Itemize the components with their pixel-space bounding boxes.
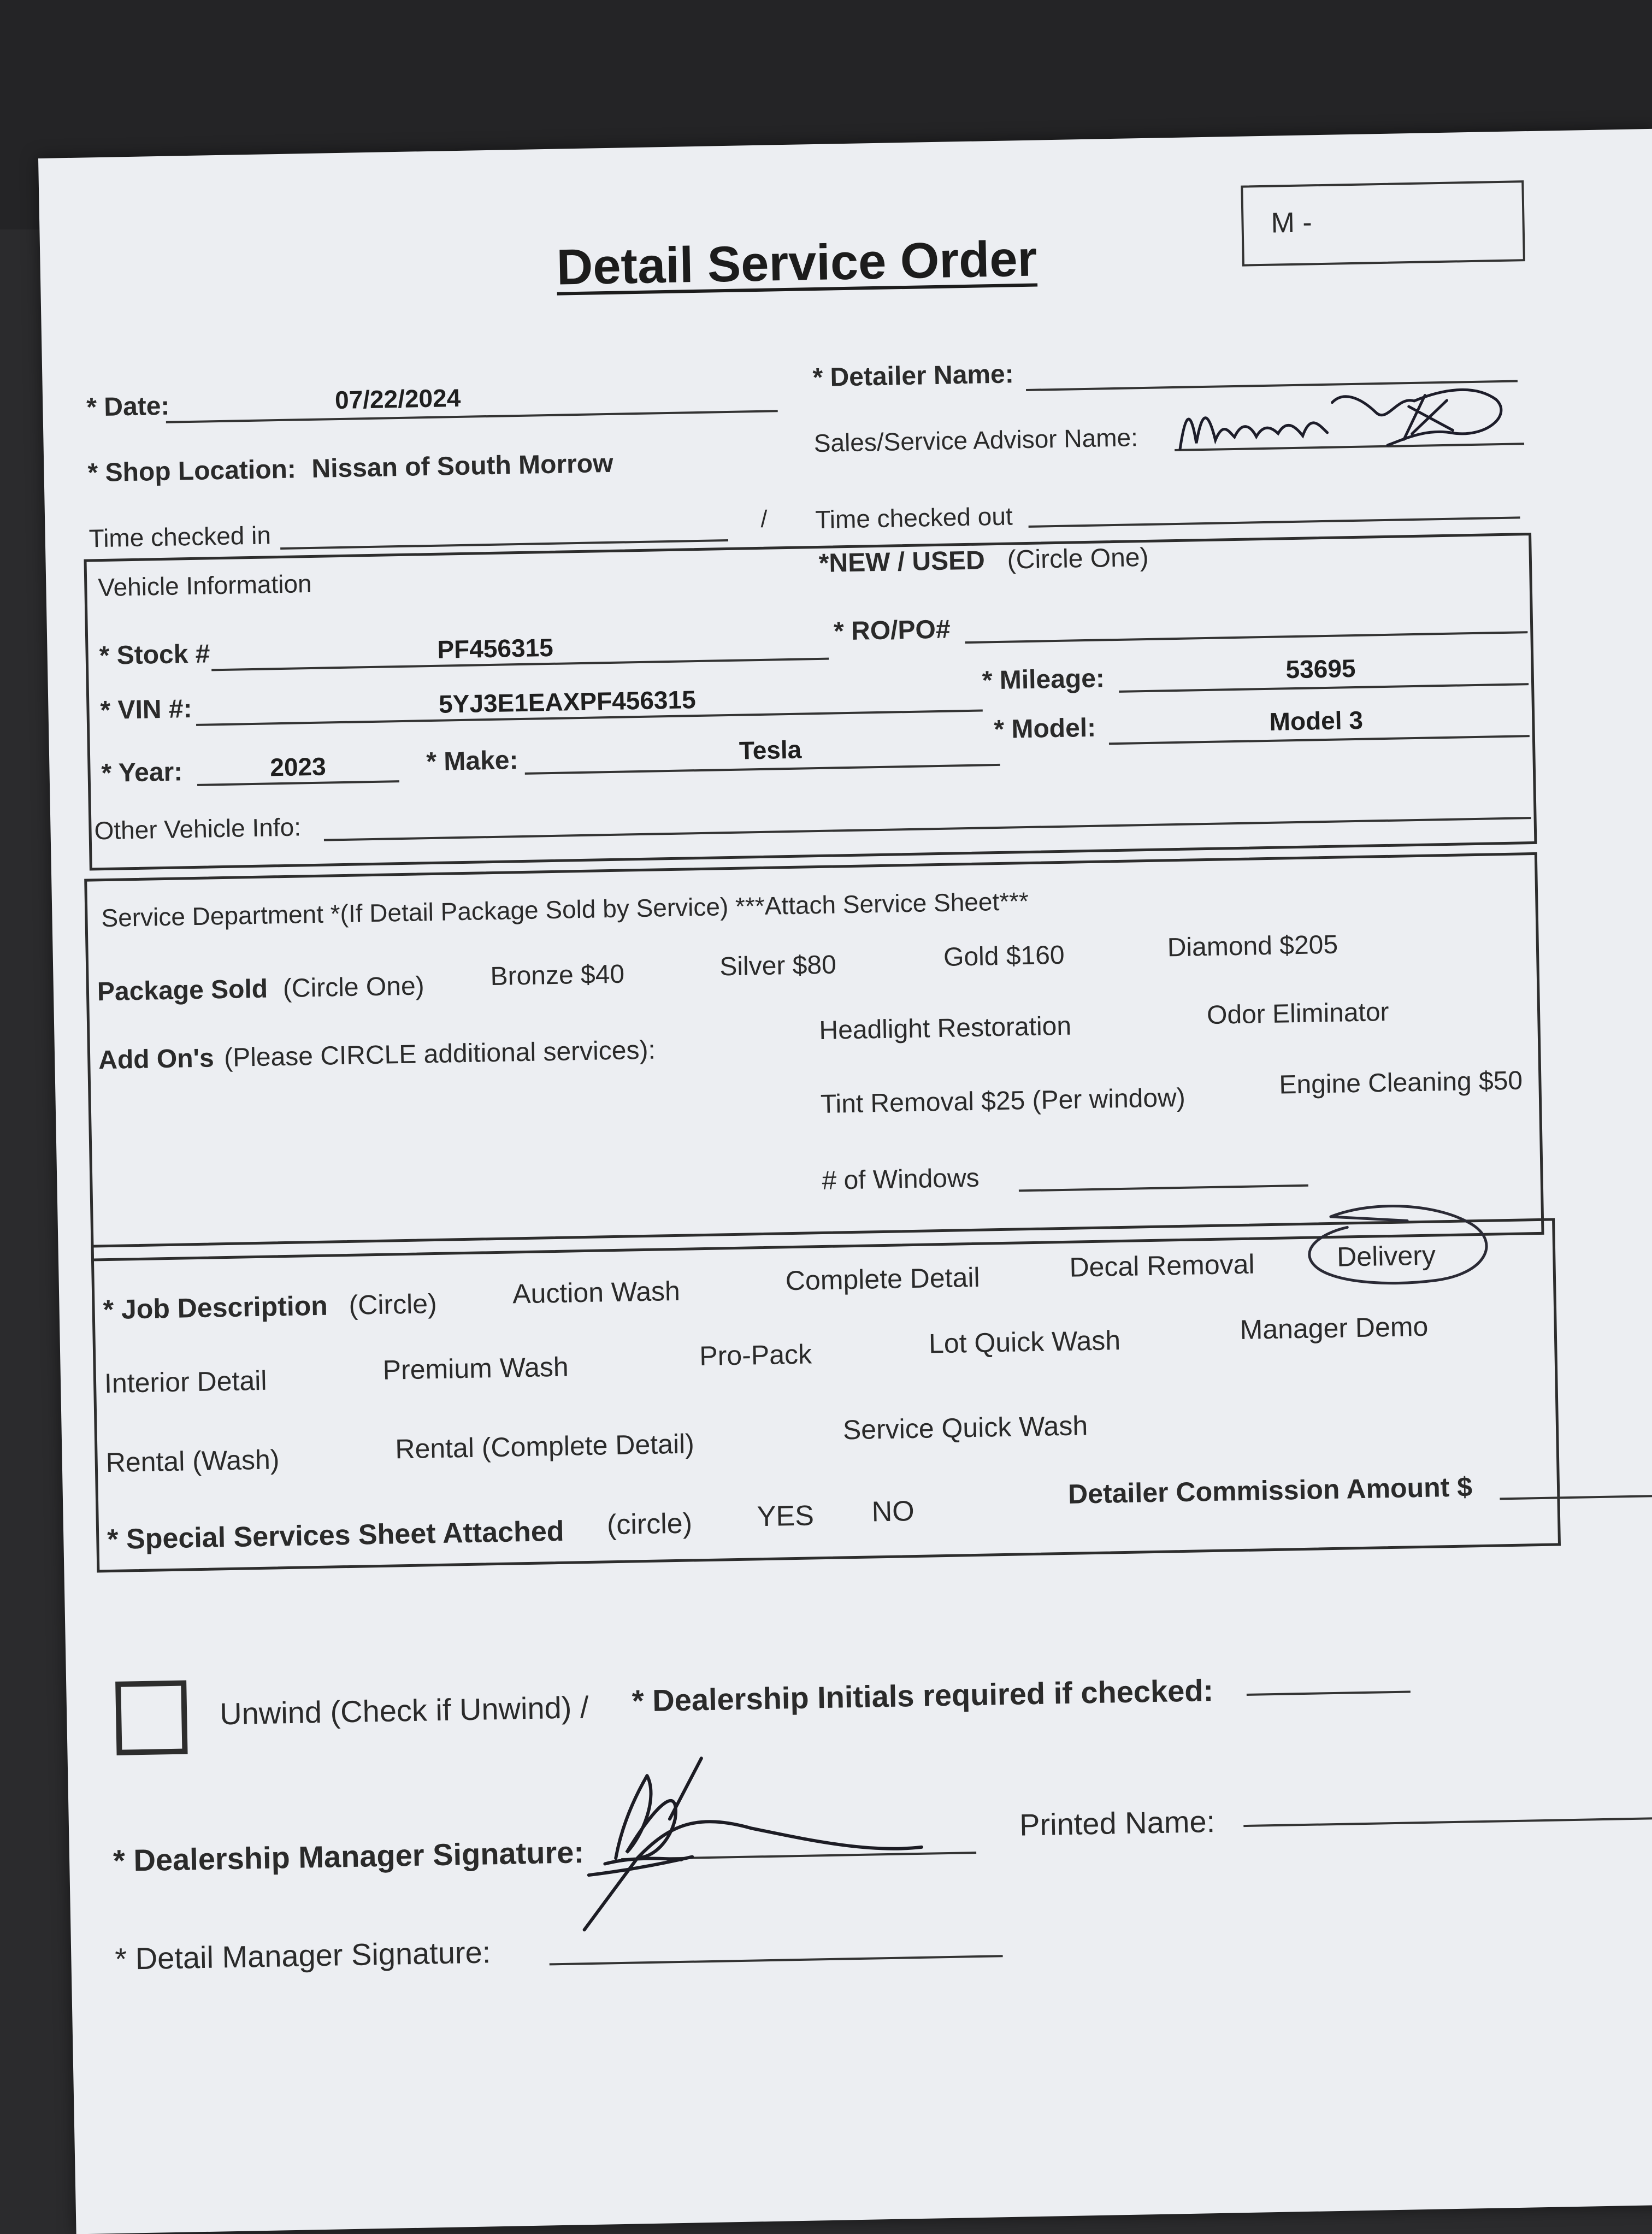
- commission-label: Detailer Commission Amount $: [1067, 1471, 1473, 1510]
- printed-name-line[interactable]: [1243, 1817, 1652, 1827]
- other-vehicle-info-label: Other Vehicle Info:: [94, 812, 302, 845]
- vehicle-info-label: Vehicle Information: [97, 569, 312, 602]
- stock-label: * Stock #: [99, 639, 210, 671]
- package-sold-label: Package Sold: [97, 974, 268, 1007]
- unwind-checkbox[interactable]: [115, 1681, 187, 1755]
- job-description-label: * Job Description: [103, 1290, 328, 1325]
- stock-value[interactable]: PF456315: [436, 633, 554, 664]
- addon-headlight-restoration[interactable]: Headlight Restoration: [819, 1011, 1072, 1046]
- dealership-initials-label: * Dealership Initials required if checked:: [632, 1673, 1214, 1718]
- job-delivery[interactable]: Delivery: [1336, 1240, 1436, 1272]
- addon-engine-cleaning[interactable]: Engine Cleaning $50: [1278, 1066, 1523, 1100]
- m-number-box[interactable]: [1241, 180, 1525, 266]
- package-sold-hint: (Circle One): [282, 971, 425, 1004]
- special-services-label: * Special Services Sheet Attached: [107, 1515, 564, 1556]
- special-services-no[interactable]: NO: [871, 1495, 915, 1528]
- date-value[interactable]: 07/22/2024: [334, 383, 461, 415]
- mileage-value[interactable]: 53695: [1285, 653, 1356, 684]
- job-description-hint: (Circle): [349, 1288, 438, 1321]
- time-checked-out-label: Time checked out: [815, 502, 1013, 534]
- form-sheet: [77, 173, 1652, 2223]
- special-services-hint: (circle): [606, 1507, 693, 1541]
- time-checked-out-line[interactable]: [1029, 516, 1520, 527]
- special-services-yes[interactable]: YES: [757, 1500, 815, 1533]
- year-value[interactable]: 2023: [269, 752, 327, 782]
- shop-location-label: * Shop Location:: [87, 455, 297, 488]
- package-silver[interactable]: Silver $80: [719, 950, 837, 982]
- job-rental-complete-detail[interactable]: Rental (Complete Detail): [394, 1428, 695, 1465]
- time-checked-in-line[interactable]: [280, 539, 728, 550]
- job-service-quick-wash[interactable]: Service Quick Wash: [842, 1410, 1088, 1446]
- model-label: * Model:: [993, 713, 1096, 745]
- time-separator: /: [760, 505, 768, 533]
- advisor-signature: [1168, 377, 1519, 471]
- job-complete-detail[interactable]: Complete Detail: [785, 1262, 981, 1296]
- delivery-circle-mark: [1297, 1192, 1507, 1294]
- time-checked-in-label: Time checked in: [88, 521, 272, 553]
- job-pro-pack[interactable]: Pro-Pack: [699, 1339, 812, 1372]
- new-used-label: *NEW / USED: [818, 546, 986, 578]
- package-bronze[interactable]: Bronze $40: [490, 959, 625, 992]
- job-premium-wash[interactable]: Premium Wash: [382, 1351, 569, 1386]
- dealership-manager-signature: [570, 1742, 967, 1957]
- job-manager-demo[interactable]: Manager Demo: [1240, 1311, 1429, 1346]
- package-gold[interactable]: Gold $160: [943, 940, 1065, 972]
- vin-label: * VIN #:: [100, 694, 193, 726]
- addon-odor-eliminator[interactable]: Odor Eliminator: [1206, 997, 1389, 1030]
- dealership-manager-signature-label: * Dealership Manager Signature:: [113, 1835, 585, 1878]
- service-department-heading: Service Department *(If Detail Package Sold by Service) ***Attach Service Sheet***: [101, 887, 1029, 933]
- job-decal-removal[interactable]: Decal Removal: [1069, 1248, 1255, 1283]
- dealership-initials-line[interactable]: [1247, 1690, 1411, 1695]
- job-rental-wash[interactable]: Rental (Wash): [105, 1444, 280, 1478]
- detailer-name-label: * Detailer Name:: [812, 359, 1014, 393]
- package-diamond[interactable]: Diamond $205: [1167, 930, 1338, 963]
- printed-name-label: Printed Name:: [1019, 1804, 1216, 1842]
- make-value[interactable]: Tesla: [739, 735, 802, 765]
- make-label: * Make:: [426, 746, 518, 777]
- add-ons-label: Add On's: [98, 1044, 215, 1075]
- windows-count-label: # of Windows: [822, 1163, 980, 1196]
- detail-manager-signature-label: * Detail Manager Signature:: [114, 1935, 491, 1976]
- unwind-label: Unwind (Check if Unwind) /: [219, 1690, 589, 1731]
- model-value[interactable]: Model 3: [1269, 705, 1364, 736]
- date-label: * Date:: [86, 391, 170, 422]
- job-auction-wash[interactable]: Auction Wash: [512, 1275, 681, 1310]
- new-used-hint: (Circle One): [1007, 543, 1149, 575]
- job-interior-detail[interactable]: Interior Detail: [104, 1365, 267, 1399]
- add-ons-hint: (Please CIRCLE additional services):: [223, 1035, 656, 1073]
- ropo-label: * RO/PO#: [833, 615, 951, 646]
- advisor-name-label: Sales/Service Advisor Name:: [813, 423, 1138, 458]
- form-paper: [38, 129, 1652, 2234]
- year-label: * Year:: [101, 757, 183, 788]
- job-lot-quick-wash[interactable]: Lot Quick Wash: [928, 1325, 1121, 1359]
- vin-value[interactable]: 5YJ3E1EAXPF456315: [438, 685, 697, 718]
- addon-tint-removal[interactable]: Tint Removal $25 (Per window): [820, 1083, 1186, 1119]
- mileage-label: * Mileage:: [982, 664, 1105, 695]
- m-number-label: M -: [1271, 207, 1313, 239]
- form-title: Detail Service Order: [556, 231, 1038, 296]
- shop-location-value: Nissan of South Morrow: [311, 449, 613, 484]
